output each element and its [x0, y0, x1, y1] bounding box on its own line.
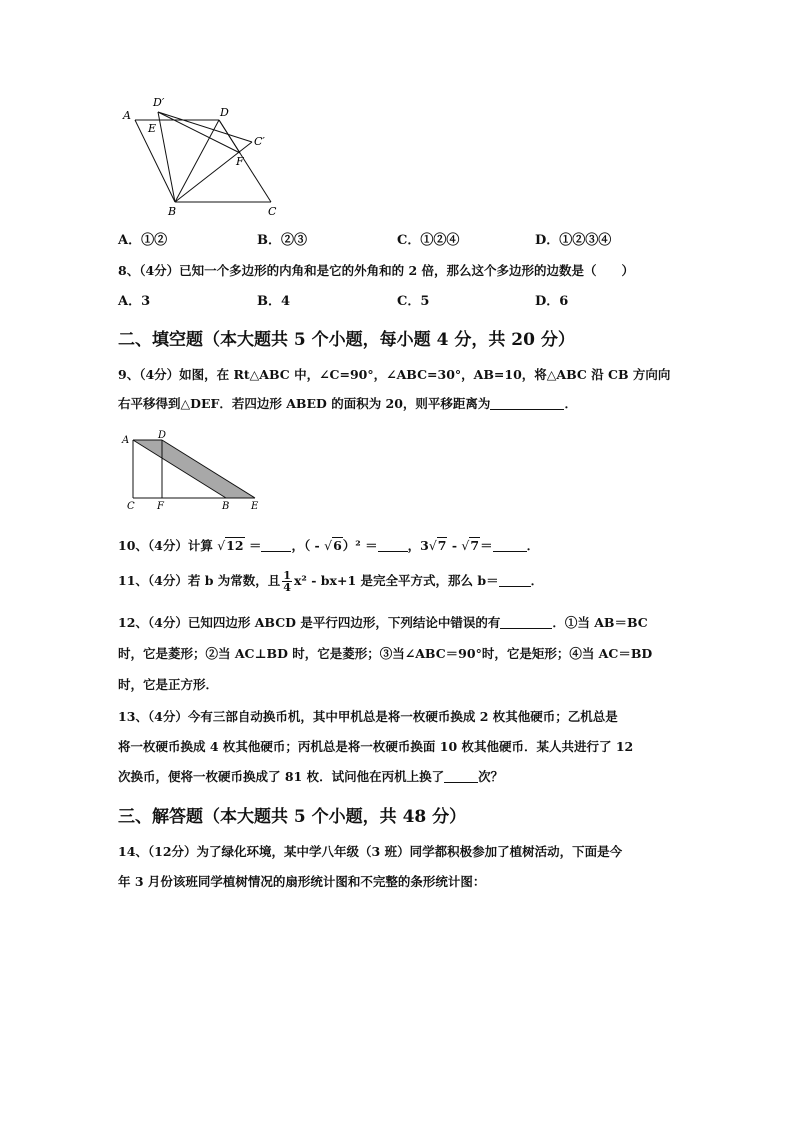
label-Dprime: D′	[153, 96, 165, 109]
q9-line1: 9、（4分）如图，在 Rt△ABC 中，∠C=90°，∠ABC=30°，AB=10，将△ABC 沿 CB 方向向	[118, 367, 671, 382]
q10-end: ．	[526, 538, 540, 553]
q10-eq2: ＝	[480, 538, 493, 553]
q11-line	[118, 570, 543, 593]
label-Cprime: C′	[254, 135, 265, 148]
label-F: F	[236, 155, 244, 168]
q10-minus: -	[447, 538, 462, 553]
q11-fraction-denominator: 4	[283, 581, 291, 594]
q12-line1	[118, 613, 648, 631]
q8-option-b: B．4	[257, 294, 291, 309]
q12-line1-text: 12、（4分）已知四边形 ABCD 是平行四边形，下列结论中错误的有	[118, 615, 501, 630]
q9-label-C: C	[127, 501, 135, 512]
sqrt-icon: √	[461, 538, 470, 553]
q9-line2	[118, 394, 577, 412]
sqrt-icon: √	[324, 538, 333, 553]
q13-line3-text: 次换币，便将一枚硬币换成了 81 枚．试问他在丙机上换了	[118, 769, 445, 784]
q11-text: x² - bx+1 是完全平方式，那么 b＝	[293, 573, 499, 588]
q8-option-c: C．5	[397, 294, 430, 309]
q8-text: 8、（4分）已知一个多边形的内角和是它的外角和的 2 倍，那么这个多边形的边数是（ ）	[118, 263, 635, 278]
q11-prefix: 11、（4分）若 b 为常数，且	[118, 573, 281, 588]
label-C: C	[268, 205, 277, 218]
q13-line3	[118, 767, 503, 785]
label-B: B	[168, 205, 177, 218]
q7-option-c: C．①②④	[397, 233, 460, 248]
label-E: E	[148, 122, 157, 135]
q9-label-E: E	[251, 501, 259, 512]
q12-line2: 时，它是菱形；②当 AC⊥BD 时，它是菱形；③当∠ABC＝90°时，它是矩形；④当 AC＝BD	[118, 646, 653, 661]
q10-mid3: ，3	[407, 538, 429, 553]
q11-end: ．	[530, 573, 544, 588]
q12-line1-end: ．①当 AB＝BC	[552, 615, 648, 630]
q11-fraction	[282, 570, 292, 593]
q10-line	[118, 536, 539, 554]
q7-figure	[118, 92, 288, 222]
q9-line2-end: ．	[564, 396, 577, 411]
sqrt-icon: √	[217, 538, 226, 553]
section3-title: 三、解答题（本大题共 5 个小题，共 48 分）	[118, 807, 467, 827]
q10-answer-blank-3[interactable]	[493, 539, 527, 552]
q7-option-a: A．①②	[118, 233, 168, 248]
q13-line3-end: 次？	[478, 769, 504, 784]
q14-line1: 14、（12分）为了绿化环境，某中学八年级（3 班）同学都积极参加了植树活动，下面是今	[118, 844, 623, 859]
q10-answer-blank-2[interactable]	[378, 539, 408, 552]
q8-option-a: A．3	[118, 294, 151, 309]
label-D: D	[220, 106, 229, 119]
label-A: A	[123, 109, 131, 122]
q12-line3: 时，它是正方形．	[118, 677, 219, 692]
q11-fraction-numerator: 1	[283, 569, 291, 582]
q10-radicand-3: 7	[437, 538, 447, 553]
q10-mid1: ，（ -	[291, 538, 325, 553]
section2-title: 二、填空题（本大题共 5 个小题，每小题 4 分，共 20 分）	[118, 330, 575, 350]
q10-radicand-2: 6	[333, 538, 342, 553]
q9-label-A: A	[122, 435, 130, 446]
q9-line2-text: 右平移得到△DEF．若四边形 ABED 的面积为 20，则平移距离为	[118, 396, 491, 411]
q13-answer-blank[interactable]	[444, 770, 478, 783]
q10-eq1: ＝	[248, 538, 262, 553]
q10-mid2: ）² ＝	[342, 538, 378, 553]
q9-label-B: B	[222, 501, 230, 512]
q10-prefix: 10、（4分）计算	[118, 538, 213, 553]
q9-answer-blank[interactable]	[490, 397, 564, 410]
q12-answer-blank[interactable]	[500, 616, 552, 629]
q9-label-D: D	[158, 430, 167, 441]
q14-line2: 年 3 月份该班同学植树情况的扇形统计图和不完整的条形统计图：	[118, 874, 486, 889]
q13-line1: 13、（4分）今有三部自动换币机，其中甲机总是将一枚硬币换成 2 枚其他硬币；乙机总是	[118, 709, 618, 724]
q7-option-d: D．①②③④	[535, 233, 612, 248]
q13-line2: 将一枚硬币换成 4 枚其他硬币；丙机总是将一枚硬币换面 10 枚其他硬币．某人共进行了 12	[118, 739, 634, 754]
q11-answer-blank[interactable]	[499, 574, 531, 587]
q7-option-b: B．②③	[257, 233, 307, 248]
q10-radicand-4: 7	[470, 538, 480, 553]
q9-figure	[118, 430, 268, 512]
sqrt-icon: √	[428, 538, 437, 553]
q10-answer-blank-1[interactable]	[261, 539, 291, 552]
q9-label-F: F	[157, 501, 164, 512]
q8-option-d: D．6	[535, 294, 569, 309]
q10-radicand-1: 12	[226, 538, 244, 553]
